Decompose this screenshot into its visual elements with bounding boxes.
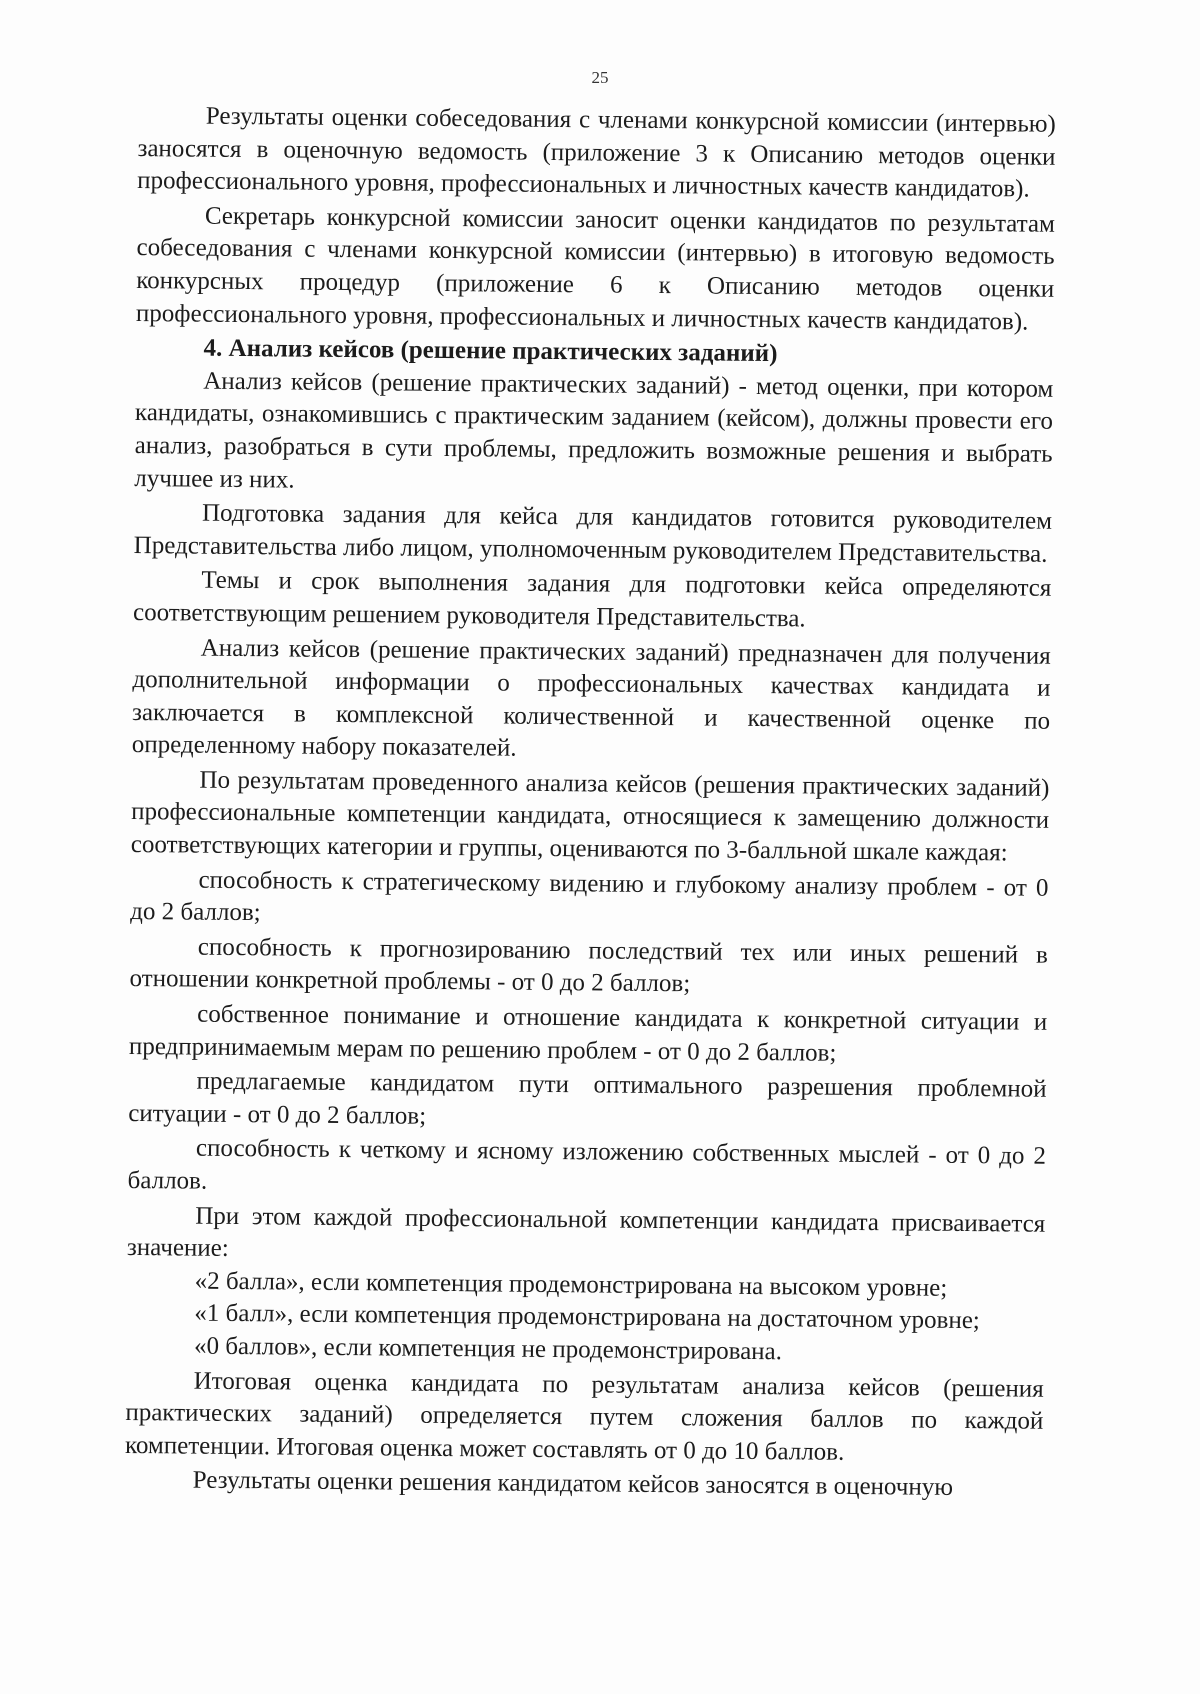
list-item-own-understanding: собственное понимание и отношение кандидата к конкретной ситуации и предпринимаемым мерам по решению проблем - от 0 до 2 баллов; [128,1000,1048,1067]
grade-two-points: «2 балла», если компетенция продемонстрирована на высоком уровне; [194,1267,948,1302]
paragraph-case-preparation: Подготовка задания для кейса для кандидатов готовится руководителем Представительства либо лицом, уполномоченным руководителем Представительства. [133,499,1053,568]
paragraph-final-score: Итоговая оценка кандидата по результатам анализа кейсов (решения практических заданий) определяется путем сложения баллов по каждой компетенции. Итоговая оценка может составлять от 0 до 10 баллов. [124,1367,1044,1466]
list-item-forecasting: способность к прогнозированию последствий тех или иных решений в отношении конкретной проблемы - от 0 до 2 баллов; [129,933,1048,998]
paragraph-case-topics: Темы и срок выполнения задания для подготовки кейса определяются соответствующим решением руководителя Представительства. [132,566,1052,633]
page-number: 25 [591,68,609,87]
paragraph-interview-results: Результаты оценки собеседования с членами конкурсной комиссии (интервью) заносятся в оценочную ведомость (приложение 3 к Описанию методов оценки профессионального уровня, профессиональных и личностных качеств кандидатов). [137,102,1056,203]
paragraph-competency-scale: По результатам проведенного анализа кейсов (решения практических заданий) профессиональные компетенции кандидата, относящиеся к замещению должности соответствующих категории и группы, оцениваются по 3-балльной шкале каждая: [130,766,1050,867]
list-item-proposed-solutions: предлагаемые кандидатом пути оптимального разрешения проблемной ситуации - от 0 до 2 баллов; [128,1067,1047,1130]
grade-one-point: «1 балл», если компетенция продемонстрирована на достаточном уровне; [194,1299,980,1335]
list-item-clear-expression: способность к четкому и ясному изложению собственных мыслей - от 0 до 2 баллов. [127,1135,1047,1195]
paragraph-score-assignment: При этом каждой профессиональной компетенции кандидата присваивается значение: [126,1202,1046,1263]
paragraph-secretary: Секретарь конкурсной комиссии заносит оценки кандидатов по результатам собеседования с членами конкурсной комиссии (интервью) в итоговую ведомость конкурсных процедур (приложение 6 к Описанию методов оценки профессионального уровня, профессиональных и личностных качеств кандидатов). [135,202,1055,336]
list-item-strategic-vision: способность к стратегическому видению и глубокому анализу проблем - от 0 до 2 баллов; [130,866,1049,927]
paragraph-case-purpose: Анализ кейсов (решение практических заданий) предназначен для получения дополнительной информации о профессиональных качествах кандидата и заключается в комплексной количественной и качественной оценке по определенному набору показателей. [131,634,1051,762]
paragraph-case-definition: Анализ кейсов (решение практических заданий) - метод оценки, при котором кандидаты, ознакомившись с практическим заданием (кейсом), должны провести его анализ, разобраться в сути проблемы, предложить возможные решения и выбрать лучшее из них. [134,367,1054,494]
grade-zero-points: «0 баллов», если компетенция не продемонстрирована. [193,1332,783,1366]
section-heading-case-analysis: 4. Анализ кейсов (решение практических заданий) [203,334,778,368]
document-body [125,100,1056,1506]
paragraph-results-recorded: Результаты оценки решения кандидатом кейсов заносятся в оценочную [192,1466,954,1502]
